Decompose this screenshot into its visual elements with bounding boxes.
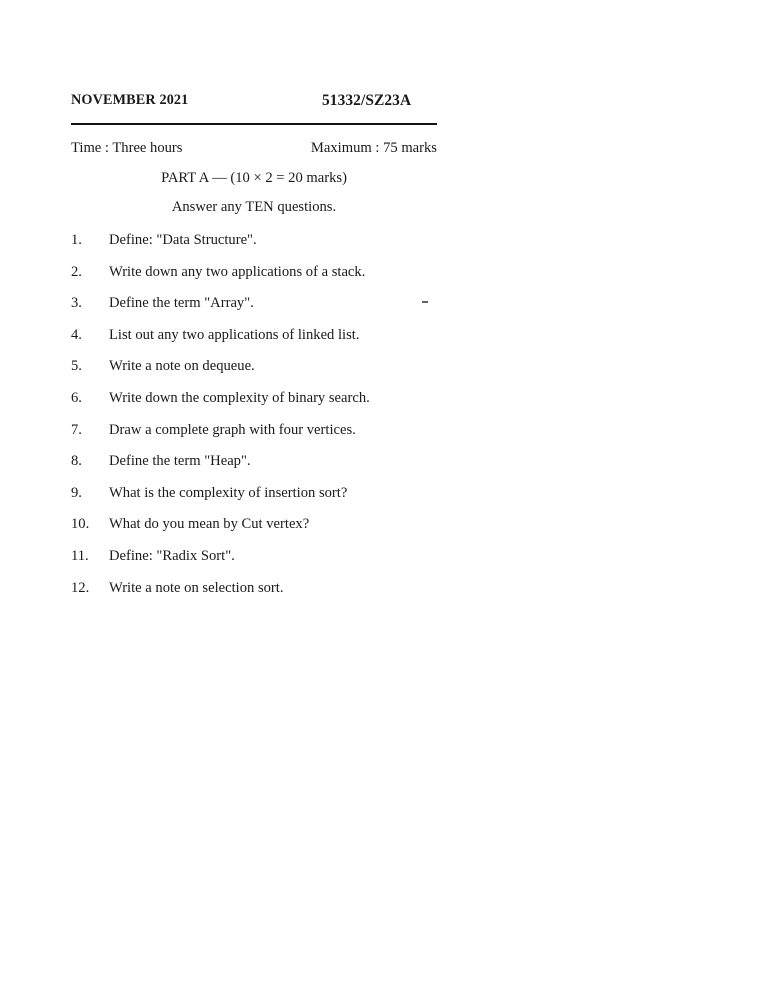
question-number: 2. bbox=[71, 263, 82, 280]
question-item bbox=[71, 264, 471, 296]
question-text: What is the complexity of insertion sort? bbox=[109, 484, 348, 501]
question-item bbox=[71, 232, 471, 264]
question-text: Write a note on dequeue. bbox=[109, 358, 255, 375]
question-text: Write down the complexity of binary search. bbox=[109, 389, 370, 406]
question-text: Define the term "Array". bbox=[109, 295, 254, 312]
question-number: 7. bbox=[71, 421, 82, 438]
part-a-heading: PART A — (10 × 2 = 20 marks) bbox=[161, 170, 347, 186]
question-text: Define the term "Heap". bbox=[109, 453, 251, 470]
question-text: Define: "Data Structure". bbox=[109, 232, 257, 248]
question-number: 4. bbox=[71, 326, 82, 343]
question-text: Write a note on selection sort. bbox=[109, 579, 284, 596]
question-number: 5. bbox=[71, 358, 82, 375]
question-text: What do you mean by Cut vertex? bbox=[109, 516, 310, 533]
question-number: 11. bbox=[71, 547, 89, 564]
question-item bbox=[71, 327, 471, 359]
exam-maximum-marks-label: Maximum : 75 marks bbox=[310, 140, 437, 156]
question-item bbox=[71, 295, 471, 327]
question-item bbox=[71, 485, 471, 517]
question-item bbox=[71, 390, 471, 422]
question-item bbox=[71, 358, 471, 390]
header-divider-rule bbox=[71, 123, 437, 125]
question-number: 6. bbox=[71, 389, 82, 406]
question-text: Draw a complete graph with four vertices. bbox=[109, 421, 356, 438]
exam-paper-code: 51332/SZ23A bbox=[322, 92, 412, 109]
question-text: List out any two applications of linked list. bbox=[109, 326, 360, 343]
question-text: Define: "Radix Sort". bbox=[109, 547, 235, 564]
question-number: 8. bbox=[71, 453, 82, 470]
question-text: Write down any two applications of a stack. bbox=[109, 263, 366, 280]
question-list bbox=[71, 232, 471, 611]
question-item bbox=[71, 548, 471, 580]
exam-meta-row bbox=[71, 140, 437, 160]
exam-header bbox=[71, 92, 437, 112]
question-number: 9. bbox=[71, 484, 82, 501]
question-item bbox=[71, 516, 471, 548]
question-number: 3. bbox=[71, 295, 82, 312]
question-number: 12. bbox=[71, 579, 90, 596]
question-item bbox=[71, 453, 471, 485]
question-item bbox=[71, 422, 471, 454]
answer-instruction-label: Answer any TEN questions. bbox=[171, 199, 337, 215]
scan-artifact-dash bbox=[422, 301, 428, 303]
exam-session-label: NOVEMBER 2021 bbox=[71, 92, 189, 108]
exam-duration-label: Time : Three hours bbox=[71, 140, 183, 156]
question-number: 10. bbox=[71, 516, 90, 533]
question-number: 1. bbox=[71, 232, 82, 248]
question-item bbox=[71, 580, 471, 612]
